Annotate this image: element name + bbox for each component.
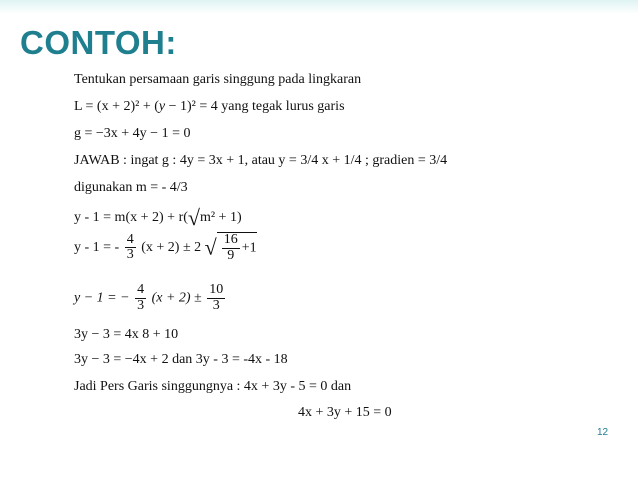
- page-number: 12: [597, 427, 609, 438]
- tangent-formula-right: m² + 1): [199, 210, 242, 226]
- sqrt-icon: √: [187, 205, 200, 230]
- answer-line: JAWAB : ingat g : 4y = 3x + 1, atau y = 3/4 x + 1/4 ; gradien = 3/4: [74, 153, 448, 168]
- tangent-formula-left: y - 1 = m(x + 2) + r(: [74, 210, 188, 226]
- problem-line-2: [74, 99, 345, 115]
- fraction-10-3: $\frac{10}{3}$: [209, 282, 224, 313]
- circle-equation-variable: y: [158, 99, 166, 114]
- top-gradient-band: [0, 0, 638, 14]
- tangent-formula: [74, 205, 242, 231]
- conclusion-line: Jadi Pers Garis singgungnya : 4x + 3y - 5 = 0 dan: [74, 379, 352, 394]
- substitution-middle: (x + 2) ± 2: [141, 239, 202, 255]
- sqrt-body: [217, 232, 257, 263]
- slide-title: CONTOH:: [20, 24, 177, 61]
- fraction-16-9: $\frac{16}{9}$: [223, 232, 238, 263]
- substitution-left: y - 1 = -: [74, 239, 120, 255]
- second-tangent-equation: 4x + 3y + 15 = 0: [298, 405, 392, 420]
- sqrt-icon: √: [204, 234, 217, 260]
- substitution-line: [74, 232, 257, 263]
- circle-equation-part-2: − 1)² = 4 yang tegak lurus garis: [165, 99, 345, 114]
- circle-equation-part-1: L = (x + 2)² + (: [74, 99, 159, 114]
- two-cases-line: 3y − 3 = −4x + 2 dan 3y - 3 = -4x - 18: [74, 352, 288, 367]
- line-equation: g = −3x + 4y − 1 = 0: [74, 126, 191, 141]
- simplified-left: y − 1 = −: [74, 290, 130, 306]
- simplified-middle: (x + 2) ±: [151, 290, 202, 306]
- multiplied-line: 3y − 3 = 4x 8 + 10: [74, 327, 179, 342]
- fraction-4-3: $\frac{4}{3}$: [126, 231, 134, 263]
- fraction-4-3-b: $\frac{4}{3}$: [137, 282, 145, 313]
- gradient-line: digunakan m = - 4/3: [74, 180, 188, 195]
- substitution-plus-one: +1: [241, 240, 257, 256]
- simplified-line: [74, 283, 227, 313]
- problem-line-1: Tentukan persamaan garis singgung pada lingkaran: [74, 72, 362, 87]
